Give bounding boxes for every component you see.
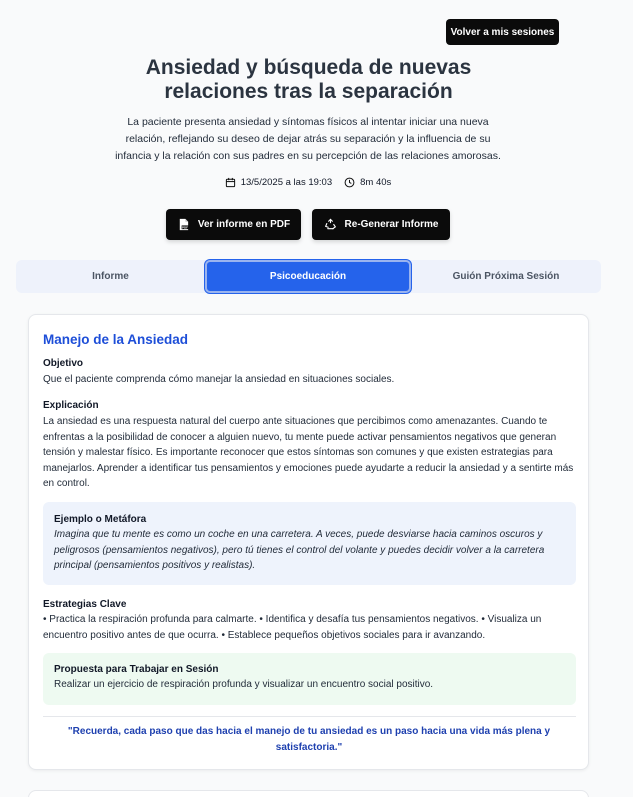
calendar-icon <box>225 177 236 188</box>
objective-text: Que el paciente comprenda cómo manejar la ansiedad en situaciones sociales. <box>43 374 395 385</box>
view-pdf-button[interactable] <box>166 209 301 240</box>
session-duration <box>344 177 391 188</box>
strategies-text: • Practica la respiración profunda para calmarte. • Identifica y desafía tus pensamientos negativos. • Visualiza un encuentro positivo antes de que ocurra. • Establece pequeños objetivos sociales para ir avanzando. <box>43 614 542 641</box>
explanation-text: La ansiedad es una respuesta natural del cuerpo ante situaciones que percibimos como amenazantes. Cuando te enfrentas a la posibilidad de conocer a alguien nuevo, tu mente puede activar pensamientos negativos que generan tensión y malestar físico. Es importante reconocer que estos síntomas son comunes y que existen estrategias para manejarlos. Aprender a identificar tus pensamientos y emociones puede ayudarte a reducir la ansiedad y a sentirte más en control. <box>43 416 574 489</box>
report-tabs <box>16 260 601 293</box>
session-proposal-box <box>43 653 576 705</box>
objective-label: Objetivo <box>43 358 84 369</box>
regenerate-report-button[interactable] <box>312 209 450 240</box>
session-date-text: 13/5/2025 a las 19:03 <box>240 176 333 188</box>
pdf-file-icon <box>177 218 190 231</box>
motivational-quote: "Recuerda, cada paso que das hacia el manejo de tu ansiedad es un paso hacia una vida más plena y satisfactoria." <box>67 726 551 753</box>
explanation-label: Explicación <box>43 400 99 411</box>
example-text: Imagina que tu mente es como un coche en una carretera. A veces, puede desviarse hacia caminos oscuros y peligrosos (pensamientos negativos), pero tú tienes el control del volante y puedes decidir volver a la carretera principal (pensamientos positivos y realistas). <box>54 529 545 571</box>
next-card <box>28 790 589 797</box>
strategies-section <box>43 599 578 643</box>
recycle-icon <box>324 218 337 231</box>
divider <box>43 716 576 717</box>
tab-psicoeducacion[interactable]: Psicoeducación <box>205 260 411 293</box>
tab-informe[interactable]: Informe <box>92 271 129 282</box>
example-label: Ejemplo o Metáfora <box>54 514 147 525</box>
session-date <box>225 177 332 188</box>
svg-text:PDF: PDF <box>181 225 188 230</box>
explanation-section <box>43 400 578 492</box>
objective-section <box>43 358 578 388</box>
session-duration-text: 8m 40s <box>360 176 392 188</box>
tab-guion-proxima-sesion[interactable]: Guión Próxima Sesión <box>452 271 560 282</box>
psychoeducation-card <box>28 314 589 770</box>
card-title: Manejo de la Ansiedad <box>43 332 189 347</box>
proposal-text: Realizar un ejercicio de respiración profunda y visualizar un encuentro social positivo. <box>54 679 434 690</box>
strategies-label: Estrategias Clave <box>43 599 127 610</box>
back-to-sessions-button[interactable]: Volver a mis sesiones <box>446 19 559 45</box>
session-meta <box>200 175 416 189</box>
proposal-label: Propuesta para Trabajar en Sesión <box>54 664 219 675</box>
page-title: Ansiedad y búsqueda de nuevas relaciones tras la separación <box>145 56 472 103</box>
clock-icon <box>344 177 355 188</box>
view-pdf-label: Ver informe en PDF <box>197 219 291 230</box>
example-box <box>43 502 576 585</box>
session-summary: La paciente presenta ansiedad y síntomas físicos al intentar iniciar una nueva relación, reflejando su deseo de dejar atrás su separación y la influencia de su infancia y la relación con sus padres en su percepción de las relaciones amorosas. <box>115 116 501 162</box>
regenerate-label: Re-Generar Informe <box>344 219 439 230</box>
